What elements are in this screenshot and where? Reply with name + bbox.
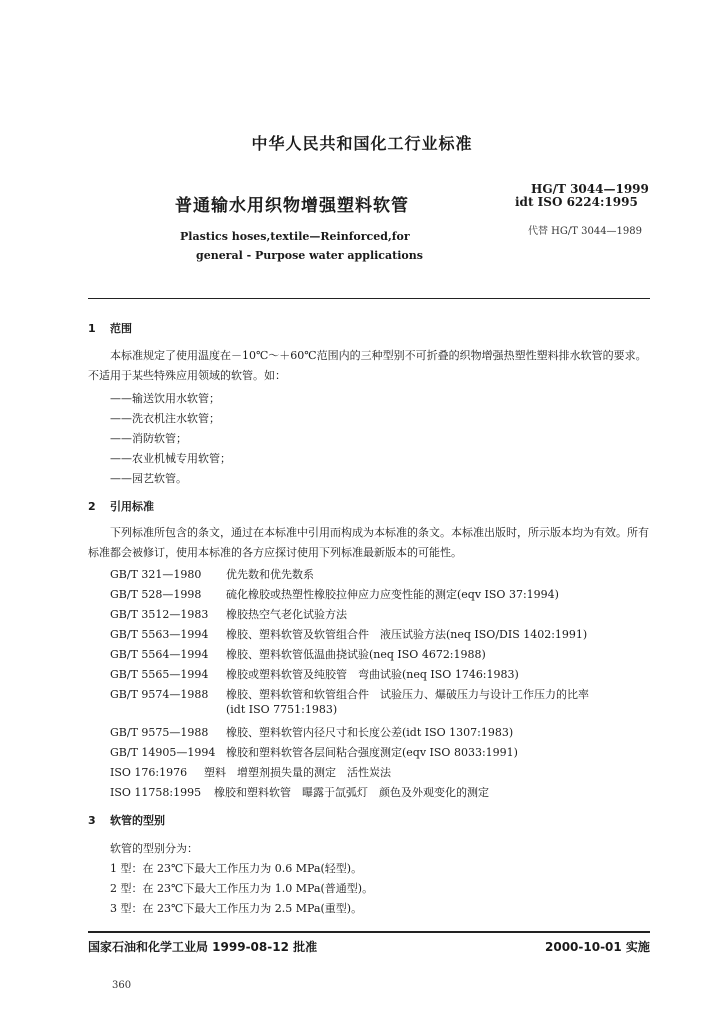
- scope-exclusion-item: ——消防软管；: [110, 432, 187, 445]
- reference-row: [110, 724, 513, 740]
- scope-exclusion-item: ——农业机械专用软管；: [110, 452, 231, 465]
- section-1-title: 范围: [110, 322, 132, 335]
- reference-row: [110, 686, 589, 702]
- reference-code: GB/T 5563—1994: [110, 628, 209, 641]
- reference-title: 橡胶、塑料软管低温曲挠试验(neq ISO 4672:1988): [226, 648, 486, 661]
- hose-type-item: 3 型：在 23℃下最大工作压力为 2.5 MPa(重型)。: [110, 902, 363, 915]
- section-1-number: 1: [88, 322, 96, 335]
- reference-row: [110, 646, 486, 662]
- reference-title: 橡胶、塑料软管及软管组合件 液压试验方法(neq ISO/DIS 1402:1991): [226, 628, 588, 641]
- effective-date: 2000-10-01 实施: [545, 940, 650, 954]
- reference-title: 橡胶、塑料软管内径尺寸和长度公差(idt ISO 1307:1983): [226, 726, 514, 739]
- page-number: 360: [112, 980, 132, 991]
- doc-title: 普通输水用织物增强塑料软管: [175, 196, 409, 216]
- reference-title: 塑料 增塑剂损失量的测定 活性炭法: [204, 766, 391, 779]
- reference-code: GB/T 9575—1988: [110, 726, 209, 739]
- section-1-heading: [88, 320, 132, 336]
- english-title-line2: general - Purpose water applications: [196, 249, 423, 262]
- reference-title: 橡胶热空气老化试验方法: [226, 608, 347, 621]
- idt-number: idt ISO 6224:1995: [515, 195, 638, 209]
- standard-number: HG/T 3044—1999: [531, 182, 649, 196]
- approval-line: 国家石油和化学工业局 1999-08-12 批准: [88, 940, 318, 954]
- reference-title: 硫化橡胶或热塑性橡胶拉伸应力应变性能的测定(eqv ISO 37:1994): [226, 588, 559, 601]
- scope-exclusion-item: ——洗衣机注水软管；: [110, 412, 220, 425]
- reference-code: ISO 176:1976: [110, 766, 188, 779]
- reference-row: [110, 666, 519, 682]
- reference-row: [110, 744, 518, 760]
- section-2-paragraph: 下列标准所包含的条文，通过在本标准中引用而构成为本标准的条文。本标准出版时，所示版本均为有效。所有标准都会被修订，使用本标准的各方应探讨使用下列标准最新版本的可能性。: [88, 526, 649, 559]
- reference-code: GB/T 14905—1994: [110, 746, 216, 759]
- section-3-title: 软管的型别: [110, 814, 165, 827]
- reference-code: GB/T 3512—1983: [110, 608, 209, 621]
- reference-title: 橡胶、塑料软管和软管组合件 试验压力、爆破压力与设计工作压力的比率: [226, 688, 589, 701]
- hose-type-item: 2 型：在 23℃下最大工作压力为 1.0 MPa(普通型)。: [110, 882, 374, 895]
- section-3-heading: [88, 812, 165, 828]
- section-1-paragraph: 本标准规定了使用温度在－10℃～＋60℃范围内的三种型别不可折叠的织物增强热塑性塑料排水软管的要求。不适用于某些特殊应用领域的软管。如：: [88, 349, 647, 382]
- reference-row: [110, 586, 559, 602]
- section-3-number: 3: [88, 814, 96, 827]
- standard-number-block: [515, 183, 649, 209]
- reference-title-continuation: (idt ISO 7751:1983): [226, 703, 338, 716]
- section-2-heading: [88, 498, 154, 514]
- replaces-note: 代替 HG/T 3044—1989: [528, 226, 643, 237]
- reference-title: 橡胶和塑料软管各层间粘合强度测定(eqv ISO 8033:1991): [226, 746, 518, 759]
- reference-code: GB/T 5564—1994: [110, 648, 209, 661]
- reference-code: ISO 11758:1995: [110, 786, 202, 799]
- reference-code: GB/T 321—1980: [110, 568, 202, 581]
- reference-code: GB/T 5565—1994: [110, 668, 209, 681]
- reference-title: 优先数和优先数系: [226, 568, 314, 581]
- reference-row: [110, 566, 314, 582]
- header-divider: [88, 298, 650, 299]
- section-2-number: 2: [88, 500, 96, 513]
- reference-row: [110, 606, 347, 622]
- hose-type-item: 1 型：在 23℃下最大工作压力为 0.6 MPa(轻型)。: [110, 862, 363, 875]
- type-intro: 软管的型别分为：: [110, 842, 198, 855]
- reference-row: [110, 626, 587, 642]
- reference-title: 橡胶或塑料软管及纯胶管 弯曲试验(neq ISO 1746:1983): [226, 668, 519, 681]
- org-title: 中华人民共和国化工行业标准: [251, 134, 473, 153]
- english-title-line1: Plastics hoses,textile—Reinforced,for: [180, 230, 410, 243]
- reference-title: 橡胶和塑料软管 曝露于氙弧灯 颜色及外观变化的测定: [214, 786, 489, 799]
- section-2-title: 引用标准: [110, 500, 154, 513]
- footer-divider: [88, 931, 650, 933]
- reference-row: [110, 784, 489, 800]
- scope-exclusion-item: ——园艺软管。: [110, 472, 187, 485]
- reference-row: [110, 764, 391, 780]
- reference-code: GB/T 528—1998: [110, 588, 202, 601]
- reference-code: GB/T 9574—1988: [110, 688, 209, 701]
- scope-exclusion-item: ——输送饮用水软管；: [110, 392, 220, 405]
